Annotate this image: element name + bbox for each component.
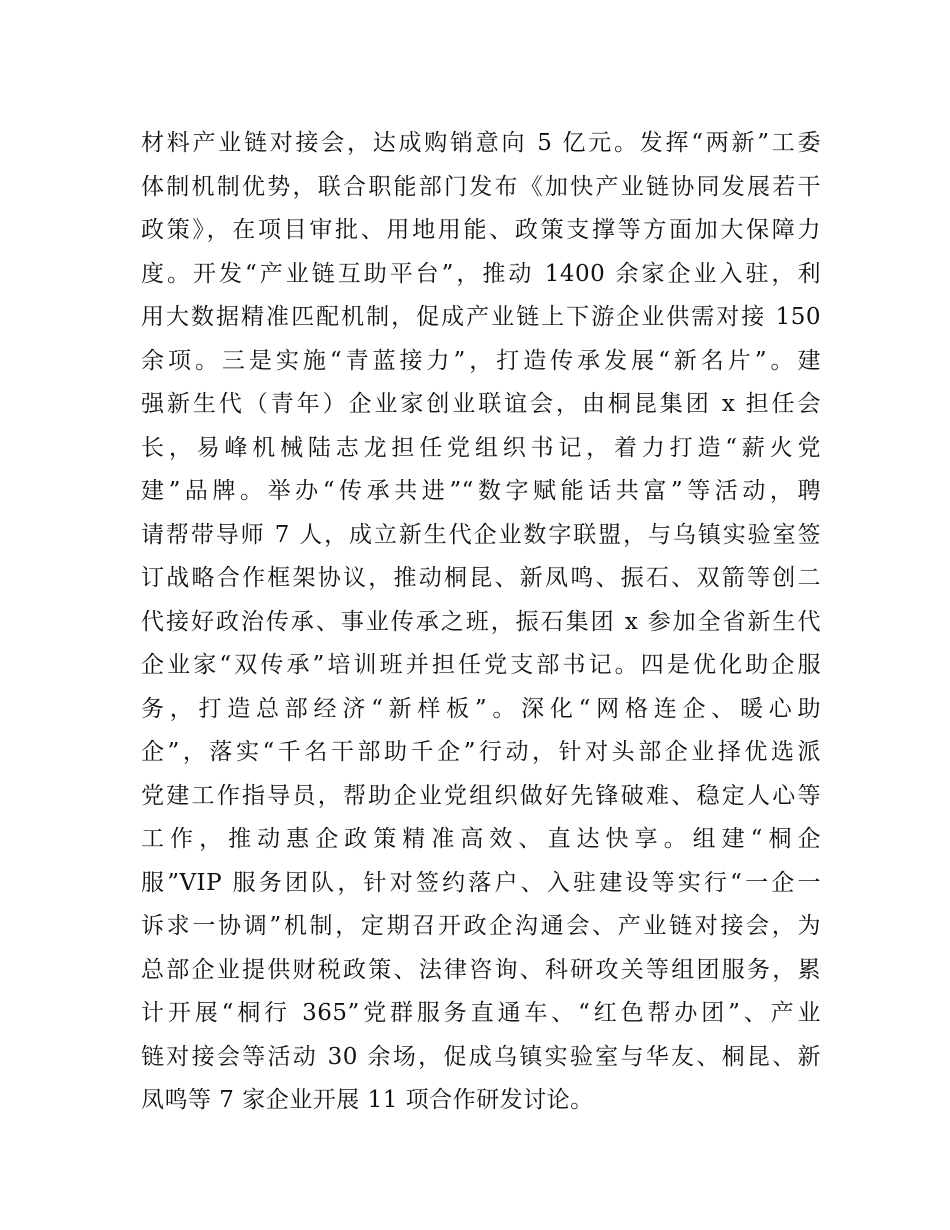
text-line: 诉求一协调”机制，定期召开政企沟通会、产业链对接会，为 [141,913,821,939]
text-line: 订战略合作框架协议，推动桐昆、新凤鸣、振石、双箭等创二 [141,565,821,591]
text-line: 用大数据精准匹配机制，促成产业链上下游企业供需对接 150 [141,304,821,330]
text-line: 总部企业提供财税政策、法律咨询、科研攻关等组团服务，累 [141,956,821,983]
text-line: 政策》，在项目审批、用地用能、政策支撑等方面加大保障力 [141,217,821,243]
text-line: 请帮带导师 7 人，成立新生代企业数字联盟，与乌镇实验室签 [141,521,821,548]
text-line: 长，易峰机械陆志龙担任党组织书记，着力打造“薪火党 [141,434,821,461]
text-line: 计开展“桐行 365”党群服务直通车、“红色帮办团”、产业 [141,1000,821,1026]
text-line: 服”VIP 服务团队，针对签约落户、入驻建设等实行“一企一 [141,869,821,896]
text-line: 凤鸣等 7 家企业开展 11 项合作研发讨论。 [141,1087,594,1113]
text-line: 企业家“双传承”培训班并担任党支部书记。四是优化助企服 [141,652,821,678]
text-line: 代接好政治传承、事业传承之班，振石集团 x 参加全省新生代 [141,608,821,635]
text-line: 务，打造总部经济“新样板”。深化“网格连企、暖心助 [141,695,821,722]
text-line: 企”，落实“千名干部助千企”行动，针对头部企业择优选派 [141,739,821,765]
text-line: 强新生代（青年）企业家创业联谊会，由桐昆集团 x 担任会 [141,391,821,417]
text-line: 建”品牌。举办“传承共进”“数字赋能话共富”等活动，聘 [141,478,821,504]
text-line: 链对接会等活动 30 余场，促成乌镇实验室与华友、桐昆、新 [141,1043,821,1070]
text-line: 余项。三是实施“青蓝接力”，打造传承发展“新名片”。建 [141,347,821,374]
text-line: 度。开发“产业链互助平台”，推动 1400 余家企业入驻，利 [141,260,821,287]
text-line: 党建工作指导员，帮助企业党组织做好先锋破难、稳定人心等 [141,782,821,809]
text-line: 体制机制优势，联合职能部门发布《加快产业链协同发展若干 [141,173,821,200]
body-paragraph [141,122,821,1123]
text-line: 工作，推动惠企政策精准高效、直达快享。组建“桐企 [141,826,821,852]
text-line: 材料产业链对接会，达成购销意向 5 亿元。发挥“两新”工委 [141,130,821,156]
